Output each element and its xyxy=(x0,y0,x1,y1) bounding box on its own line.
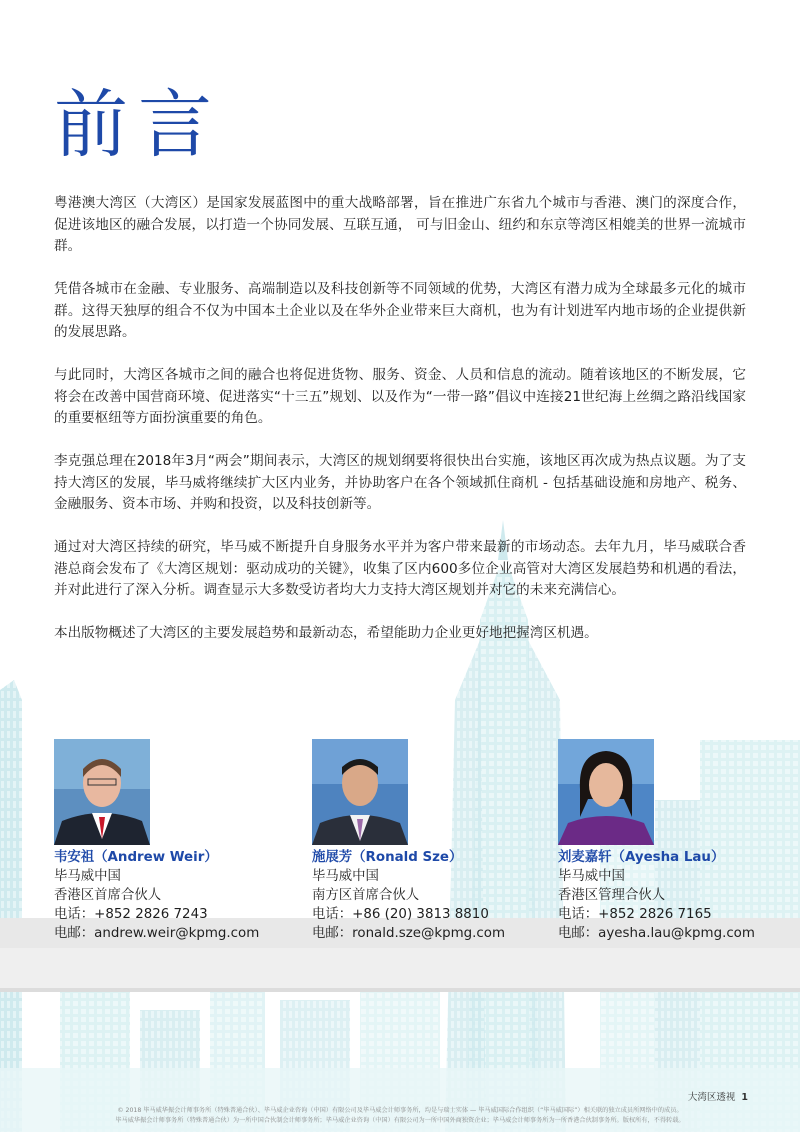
contact-card xyxy=(54,739,284,943)
contact-email[interactable]: 电邮：ronald.sze@kpmg.com xyxy=(312,926,506,941)
contact-company: 毕马威中国 xyxy=(558,869,625,884)
paragraph: 与此同时，大湾区各城市之间的融合也将促进货物、服务、资金、人员和信息的流动。随着该地区的不断发展，它将会在改善中国营商环境、促进落实“十三五”规划、以及作为“一带一路”倡议中连接21世纪海上丝绸之路沿线国家的重要枢纽等方面扮演重要的角色。 xyxy=(54,367,746,426)
contact-name: 韦安祖（Andrew Weir） xyxy=(54,850,218,865)
foreword-body xyxy=(54,193,746,666)
contact-card xyxy=(558,739,788,943)
contact-role: 香港区管理合伙人 xyxy=(558,888,666,903)
paragraph: 粤港澳大湾区（大湾区）是国家发展蓝图中的重大战略部署，旨在推进广东省九个城市与香港、澳门的深度合作，促进该地区的融合发展，以打造一个协同发展、互联互通， 可与旧金山、纽约和东京等湾区相媲美的世界一流城市群。 xyxy=(54,195,746,254)
portrait-photo xyxy=(312,739,408,845)
contact-phone: 电话：+852 2826 7165 xyxy=(558,907,712,922)
contact-role: 南方区首席合伙人 xyxy=(312,888,420,903)
contact-card xyxy=(312,739,542,943)
paragraph: 凭借各城市在金融、专业服务、高端制造以及科技创新等不同领域的优势，大湾区有潜力成为全球最多元化的城市群。这得天独厚的组合不仅为中国本土企业以及在华外企业带来巨大商机，也为有计划进军内地市场的企业提供新的发展思路。 xyxy=(54,281,746,340)
legal-notice-line: © 2018 毕马威华振会计师事务所（特殊普通合伙）、毕马威企业咨询（中国）有限公司及毕马威会计师事务所，均是与瑞士实体 — 毕马威国际合作组织（“毕马威国际”）相关联的独立成员所网络中的成员。 xyxy=(117,1107,683,1114)
contact-company: 毕马威中国 xyxy=(312,869,379,884)
page-title: 前言 xyxy=(54,82,222,168)
footer-section-label xyxy=(688,1089,748,1103)
page-number: 1 xyxy=(741,1092,748,1103)
contact-email[interactable]: 电邮：ayesha.lau@kpmg.com xyxy=(558,926,755,941)
contact-phone: 电话：+86 (20) 3813 8810 xyxy=(312,907,489,922)
legal-notice-line: 毕马威华振会计师事务所（特殊普通合伙）为一所中国合伙制会计师事务所；毕马威企业咨询（中国）有限公司为一所中国外商独资企业；毕马威会计师事务所为一所香港合伙制事务所。版权所有，不得转载。 xyxy=(115,1117,685,1124)
contact-phone: 电话：+852 2826 7243 xyxy=(54,907,208,922)
contact-name: 施展芳（Ronald Sze） xyxy=(312,850,463,865)
portrait-photo xyxy=(558,739,654,845)
paragraph: 李克强总理在2018年3月“两会”期间表示，大湾区的规划纲要将很快出台实施，该地区再次成为热点议题。为了支持大湾区的发展，毕马威将继续扩大区内业务，并协助客户在各个领域抓住商机 - 包括基础设施和房地产、税务、金融服务、资本市场、并购和投资，以及科技创新等。 xyxy=(54,453,746,512)
contact-email[interactable]: 电邮：andrew.weir@kpmg.com xyxy=(54,926,260,941)
portrait-photo xyxy=(54,739,150,845)
paragraph: 通过对大湾区持续的研究，毕马威不断提升自身服务水平并为客户带来最新的市场动态。去年九月，毕马威联合香港总商会发布了《大湾区规划：驱动成功的关键》，收集了区内600多位企业高管对大湾区发展趋势和机遇的看法，并对此进行了深入分析。调查显示大多数受访者均大力支持大湾区规划并对它的未来充满信心。 xyxy=(54,539,746,598)
contact-name: 刘麦嘉轩（Ayesha Lau） xyxy=(558,850,725,865)
contact-role: 香港区首席合伙人 xyxy=(54,888,162,903)
footer-section-name: 大湾区透视 xyxy=(687,1092,736,1103)
paragraph: 本出版物概述了大湾区的主要发展趋势和最新动态，希望能助力企业更好地把握湾区机遇。 xyxy=(54,625,598,641)
contact-company: 毕马威中国 xyxy=(54,869,121,884)
